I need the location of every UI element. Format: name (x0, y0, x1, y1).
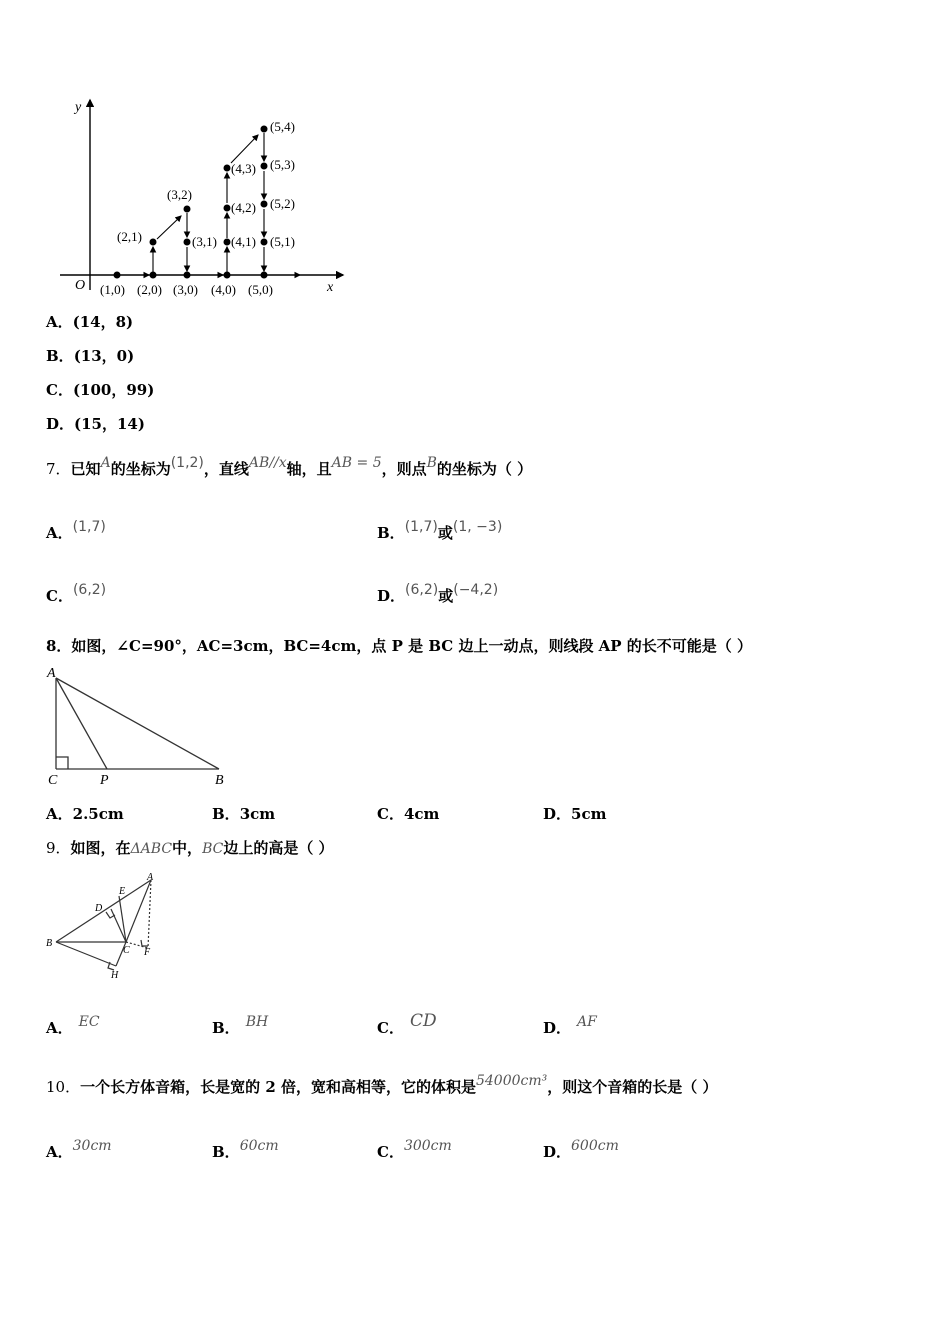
x-axis-label: x (327, 280, 334, 295)
point-4-3 (224, 165, 231, 172)
q10-option-d[interactable]: D．600cm (543, 1138, 619, 1161)
q8-triangle-figure (44, 662, 234, 788)
point-5-2 (261, 201, 268, 208)
q9-label-h: H (111, 970, 119, 981)
q8-option-d[interactable]: D．5cm (543, 805, 607, 823)
q8-label-p: P (100, 773, 109, 788)
point-5-3 (261, 163, 268, 170)
point-3-0 (184, 272, 191, 279)
q7-option-a[interactable]: A．(1,7) (46, 519, 106, 542)
q6-option-b[interactable]: B．(13，0) (46, 347, 135, 365)
point-4-1 (224, 239, 231, 246)
label-5-1: (5,1) (270, 234, 295, 249)
q8-label-a: A (47, 666, 56, 681)
coordinate-point-graph (55, 95, 350, 300)
q9-triangle-figure (44, 870, 169, 985)
q8-option-a[interactable]: A．2.5cm (46, 805, 124, 823)
label-3-1: (3,1) (192, 234, 217, 249)
q8-option-b[interactable]: B．3cm (212, 805, 276, 823)
q9-label-c: C (123, 945, 130, 956)
q9-label-f: F (144, 947, 151, 958)
q10-option-c[interactable]: C．300cm (377, 1138, 452, 1161)
q10-option-b[interactable]: B．60cm (212, 1138, 279, 1161)
q9-option-d[interactable]: D． AF (543, 1014, 597, 1037)
point-3-1 (184, 239, 191, 246)
q8-label-c: C (48, 773, 58, 788)
label-3-0: (3,0) (173, 282, 198, 297)
q9-label-d: D (95, 903, 103, 914)
q10-option-a[interactable]: A．30cm (46, 1138, 112, 1161)
q9-label-b: B (46, 938, 53, 949)
label-4-0: (4,0) (211, 282, 236, 297)
q6-option-d[interactable]: D．(15，14) (46, 415, 145, 433)
q8-option-c[interactable]: C．4cm (377, 805, 440, 823)
point-2-1 (150, 239, 157, 246)
label-2-1: (2,1) (117, 229, 142, 244)
label-5-4: (5,4) (270, 119, 295, 134)
label-3-2: (3,2) (167, 187, 192, 202)
q9-option-b[interactable]: B． BH (212, 1014, 269, 1037)
q7-option-c[interactable]: C．(6,2) (46, 582, 107, 605)
q6-option-c[interactable]: C．(100，99) (46, 381, 155, 399)
q9-label-e: E (119, 886, 126, 897)
q7-option-d[interactable]: D．(6,2)或(−4,2) (377, 582, 499, 605)
q7-option-b[interactable]: B．(1,7)或(1, −3) (377, 519, 503, 542)
question-9: 9．如图，在ΔABC中，BC边上的高是（ ） (46, 839, 334, 857)
point-4-2 (224, 205, 231, 212)
origin-label: O (75, 278, 86, 293)
q8-label-b: B (215, 773, 224, 788)
label-4-1: (4,1) (231, 234, 256, 249)
label-5-3: (5,3) (270, 157, 295, 172)
q9-label-a: A (147, 872, 154, 883)
label-4-3: (4,3) (231, 161, 256, 176)
point-1-0 (114, 272, 121, 279)
label-5-0: (5,0) (248, 282, 273, 297)
q6-option-a[interactable]: A．(14，8) (46, 313, 134, 331)
question-7: 7．已知A的坐标为(1,2)，直线AB//x轴，且AB = 5，则点B的坐标为（ ） (46, 455, 533, 478)
point-4-0 (224, 272, 231, 279)
label-4-2: (4,2) (231, 200, 256, 215)
q9-option-c[interactable]: C． CD (377, 1011, 437, 1037)
question-8: 8．如图，∠C=90°，AC=3cm，BC=4cm，点 P 是 BC 边上一动点，则线段 AP 的长不可能是（ ） (46, 637, 753, 655)
q9-option-a[interactable]: A． EC (46, 1014, 100, 1037)
label-5-2: (5,2) (270, 196, 295, 211)
point-3-2 (184, 206, 191, 213)
point-5-0 (261, 272, 268, 279)
point-2-0 (150, 272, 157, 279)
point-5-1 (261, 239, 268, 246)
label-1-0: (1,0) (100, 282, 125, 297)
point-5-4 (261, 126, 268, 133)
question-10: 10．一个长方体音箱，长是宽的 2 倍，宽和高相等，它的体积是54000cm³，则这个音箱的长是（ ） (46, 1073, 718, 1096)
y-axis-label: y (75, 100, 82, 115)
label-2-0: (2,0) (137, 282, 162, 297)
